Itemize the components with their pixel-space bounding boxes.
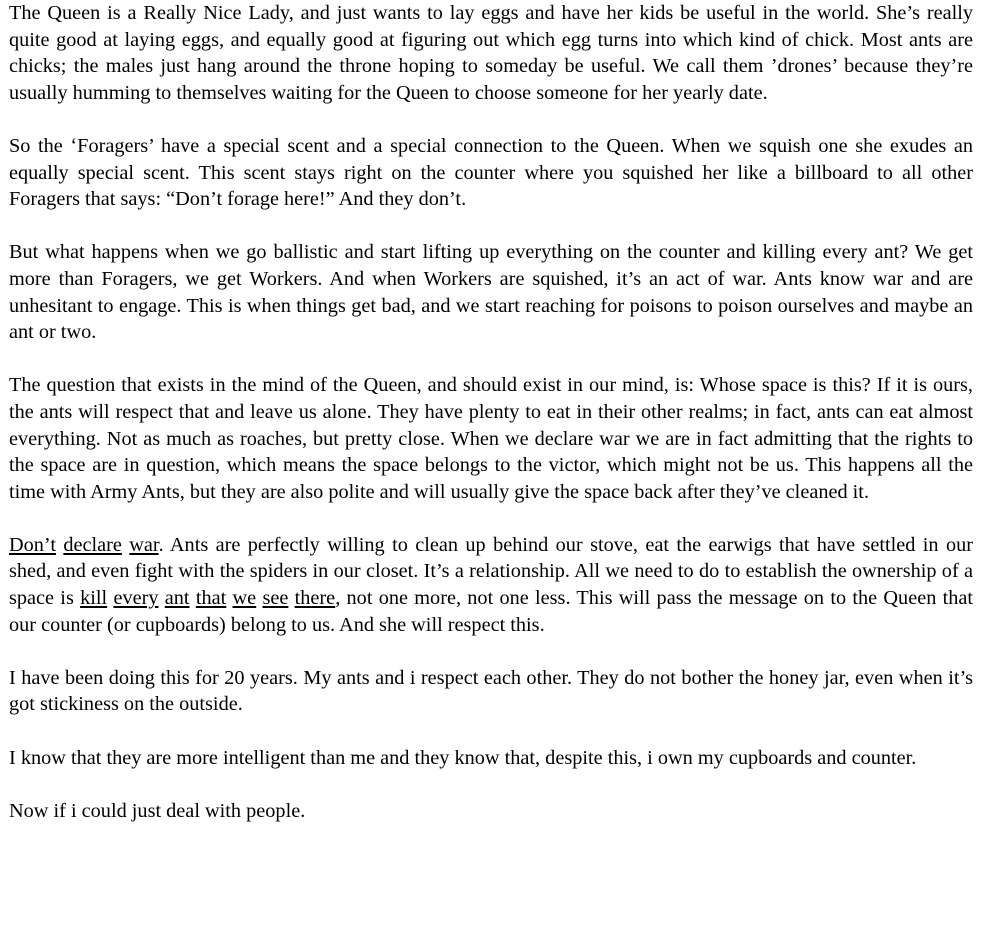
paragraph-workers: But what happens when we go ballistic and start lifting up everything on the counter and killing every ant? We get more than Foragers, we get Workers. And when Workers are squished, it’s an act of war. Ants know war and are unhesitant to engage. This is when things get bad, and we start reaching for poisons to poison ourselves and maybe an ant or two. [9, 241, 973, 344]
underlined-word-see: see [262, 587, 289, 610]
paragraph-queen: The Queen is a Really Nice Lady, and just wants to lay eggs and have her kids be useful in the world. She’s really quite good at laying eggs, and equally good at figuring out which egg turns into which kind of chick. Most ants are chicks; the males just hang around the throne hoping to someday be useful. We call them ’drones’ because they’re usually humming to themselves waiting for the Queen to choose someone for her yearly date. [9, 2, 973, 104]
document-body [9, 0, 973, 851]
paragraph-foragers: So the ‘Foragers’ have a special scent and a special connection to the Queen. When we squish one she exudes an equally special scent. This scent stays right on the counter where you squished her like a billboard to all other Foragers that says: “Don’t forage here!” And they don’t. [9, 134, 973, 211]
paragraph-whose-space: The question that exists in the mind of the Queen, and should exist in our mind, is: Whose space is this? If it is ours, the ants will respect that and leave us alone. They have plenty to eat in their other realms; in fact, ants can eat almost everything. Not as much as roaches, but pretty close. When we declare war we are in fact admitting that the rights to the space are in question, which means the space belongs to the victor, which might not be us. This happens all the time with Army Ants, but they are also polite and will usually give the space back after they’ve cleaned it. [9, 374, 973, 503]
paragraph-text-part-1: . Ants are perfectly willing to clean up behind our stove, eat the earwigs that have settled in our shed, and even fight with the spiders in our closet. It’s a relationship. All we need to do to establish the ownership of a space is [9, 533, 973, 610]
underlined-word-declare: declare [63, 533, 122, 556]
underlined-word-ant: ant [164, 587, 190, 610]
underlined-word-there: there [294, 587, 336, 610]
paragraph-dont-declare-war [9, 532, 973, 638]
underlined-word-dont: Don’t [9, 533, 56, 556]
paragraph-twenty-years: I have been doing this for 20 years. My ants and i respect each other. They do not bother the honey jar, even when it’s got stickiness on the outside. [9, 666, 973, 716]
paragraph-text-part-2: , not one more, not one less. This will pass the message on to the Queen that our counter (or cupboards) belong to us. And she will respect this. [9, 587, 974, 636]
underlined-word-kill: kill [80, 587, 108, 610]
paragraph-intelligent: I know that they are more intelligent than me and they know that, despite this, i own my cupboards and counter. [9, 746, 917, 769]
underlined-word-war: war [129, 533, 159, 556]
underlined-word-that: that [195, 587, 227, 610]
paragraph-people: Now if i could just deal with people. [9, 799, 306, 822]
underlined-word-every: every [113, 587, 159, 610]
underlined-word-we: we [232, 587, 257, 610]
